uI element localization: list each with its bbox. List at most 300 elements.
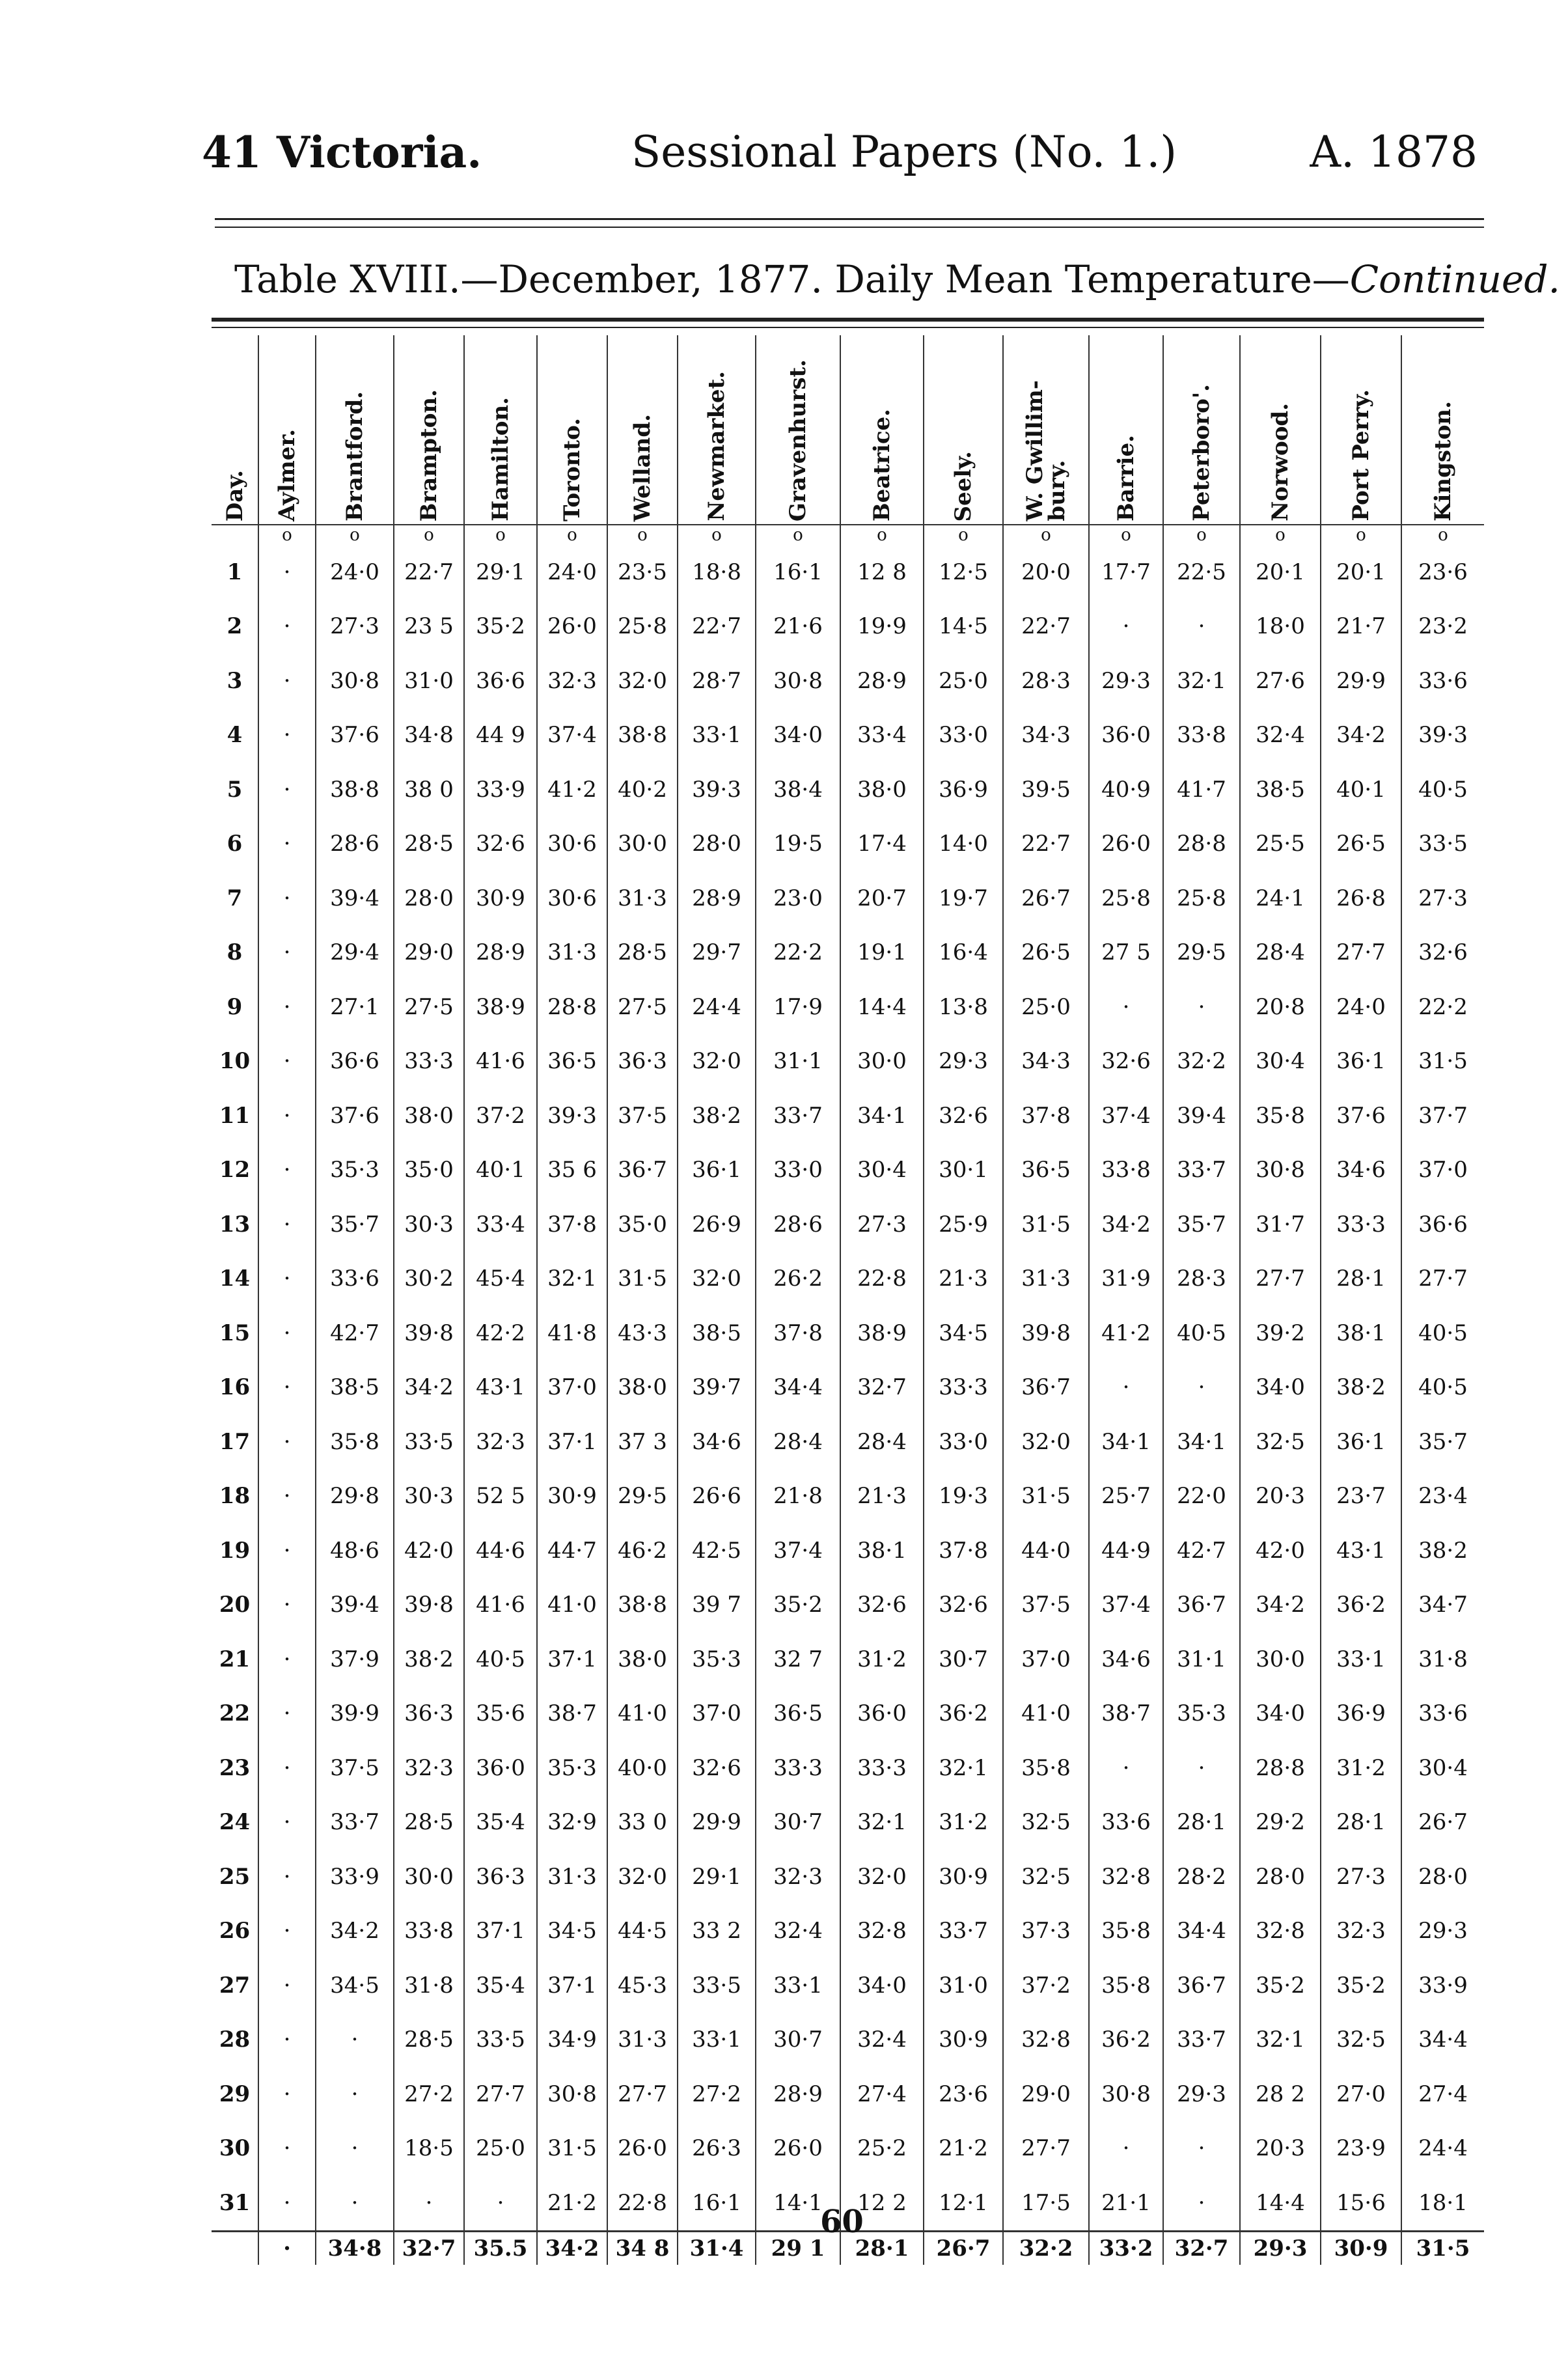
temperature-cell: 29·1: [678, 1849, 756, 1904]
unit-cell: o: [258, 525, 316, 545]
temperature-cell: 34·0: [1240, 1687, 1321, 1741]
temperature-cell: 38·1: [1321, 1306, 1401, 1361]
column-header-label: Seely.: [950, 450, 976, 521]
temperature-cell: 33·5: [394, 1415, 464, 1469]
table-row: [212, 817, 1484, 872]
temperature-cell: 42·0: [394, 1523, 464, 1578]
table-row: [212, 1741, 1484, 1795]
temperature-cell: 34·0: [756, 708, 840, 763]
day-cell: 17: [219, 1428, 251, 1455]
temperature-cell: 31·8: [1401, 1632, 1484, 1687]
temperature-cell: 38·2: [1321, 1361, 1401, 1415]
temperature-cell: 32·0: [840, 1849, 924, 1904]
mean-cell: 31·4: [678, 2231, 756, 2265]
temperature-cell: ·: [258, 2013, 316, 2068]
temperature-cell: 45·4: [464, 1252, 537, 1307]
temperature-cell: 28·7: [678, 654, 756, 708]
temperature-cell: 37·3: [1003, 1904, 1089, 1959]
temperature-cell: 31·5: [537, 2122, 607, 2176]
temperature-cell: 34·0: [1240, 1361, 1321, 1415]
temperature-cell: ·: [258, 762, 316, 817]
temperature-cell: 26·0: [756, 2122, 840, 2176]
temperature-cell: 28·0: [678, 817, 756, 872]
temperature-cell: 22·8: [840, 1252, 924, 1307]
temperature-cell: 33·3: [1321, 1197, 1401, 1252]
temperature-cell: 22·0: [1163, 1469, 1240, 1524]
day-cell: 25: [219, 1863, 251, 1890]
temperature-cell: 37·8: [756, 1306, 840, 1361]
table-row: [212, 708, 1484, 763]
temperature-cell: 28·9: [464, 926, 537, 980]
temperature-cell: 18·1: [1401, 2176, 1484, 2231]
temperature-cell: 27·3: [840, 1197, 924, 1252]
temperature-cell: 29·9: [1321, 654, 1401, 708]
header-left: 41 Victoria.: [202, 127, 482, 178]
temperature-cell: 32·6: [924, 1088, 1003, 1143]
temperature-cell: 33·5: [1401, 817, 1484, 872]
temperature-cell: 43·3: [607, 1306, 678, 1361]
temperature-cell: 37·1: [537, 1415, 607, 1469]
temperature-cell: 31·5: [1003, 1197, 1089, 1252]
column-header: [1163, 335, 1240, 525]
temperature-cell: 31·7: [1240, 1197, 1321, 1252]
temperature-cell: 22·7: [1003, 600, 1089, 654]
temperature-cell: 32·7: [840, 1361, 924, 1415]
temperature-cell: 42·5: [678, 1523, 756, 1578]
temperature-cell: ·: [258, 708, 316, 763]
temperature-cell: 36·2: [1089, 2013, 1163, 2068]
temperature-cell: 33·8: [1163, 708, 1240, 763]
column-header-label: Kingston.: [1430, 400, 1456, 521]
temperature-cell: 32·8: [840, 1904, 924, 1959]
table-title: [234, 257, 1560, 301]
temperature-cell: 33·8: [394, 1904, 464, 1959]
day-cell: 14: [219, 1266, 251, 1292]
temperature-cell: 26·7: [1003, 871, 1089, 926]
mean-cell: 34·2: [537, 2231, 607, 2265]
temperature-cell: 22·7: [394, 545, 464, 600]
temperature-cell: 24·0: [1321, 980, 1401, 1034]
temperature-cell: ·: [316, 2176, 394, 2231]
temperature-cell: 33·0: [924, 1415, 1003, 1469]
mean-cell: 28·1: [840, 2231, 924, 2265]
temperature-cell: 38·0: [607, 1361, 678, 1415]
column-header: [756, 335, 840, 525]
temperature-cell: ·: [258, 1415, 316, 1469]
temperature-cell: 32·3: [537, 654, 607, 708]
temperature-cell: 28·0: [394, 871, 464, 926]
temperature-cell: 30·4: [1401, 1741, 1484, 1795]
temperature-cell: 41·0: [607, 1687, 678, 1741]
column-header-label: Barrie.: [1113, 435, 1139, 521]
temperature-table: [212, 335, 1484, 2265]
temperature-cell: 28·1: [1321, 1795, 1401, 1850]
temperature-cell: 36·3: [394, 1687, 464, 1741]
unit-cell: o: [678, 525, 756, 545]
unit-cell: o: [1401, 525, 1484, 545]
temperature-cell: 32·1: [1163, 654, 1240, 708]
temperature-cell: 33·8: [1089, 1143, 1163, 1198]
temperature-cell: ·: [1089, 2122, 1163, 2176]
unit-cell: o: [1003, 525, 1089, 545]
column-header: [1240, 335, 1321, 525]
temperature-cell: 33·9: [464, 762, 537, 817]
temperature-cell: 25·8: [607, 600, 678, 654]
table-title-main: Table XVIII.—December, 1877. Daily Mean Temperature—: [234, 257, 1350, 301]
unit-cell: o: [1163, 525, 1240, 545]
temperature-cell: 32·5: [1240, 1415, 1321, 1469]
temperature-cell: ·: [258, 1741, 316, 1795]
temperature-cell: 41·7: [1163, 762, 1240, 817]
temperature-cell: 30·6: [537, 871, 607, 926]
column-header: [1401, 335, 1484, 525]
temperature-cell: 24·4: [678, 980, 756, 1034]
temperature-cell: 40·2: [607, 762, 678, 817]
table-row: [212, 1849, 1484, 1904]
temperature-cell: ·: [464, 2176, 537, 2231]
mean-cell: 33·2: [1089, 2231, 1163, 2265]
temperature-cell: 42·2: [464, 1306, 537, 1361]
temperature-cell: ·: [258, 1143, 316, 1198]
temperature-cell: 25·9: [924, 1197, 1003, 1252]
temperature-cell: ·: [258, 1687, 316, 1741]
temperature-cell: 37·4: [537, 708, 607, 763]
temperature-cell: 38·0: [840, 762, 924, 817]
header-right: A. 1878: [1310, 127, 1478, 177]
temperature-cell: 31·9: [1089, 1252, 1163, 1307]
temperature-cell: ·: [258, 545, 316, 600]
temperature-cell: 37·4: [756, 1523, 840, 1578]
temperature-cell: 30·8: [316, 654, 394, 708]
temperature-cell: 32·0: [678, 1252, 756, 1307]
temperature-cell: 27·2: [394, 2067, 464, 2122]
temperature-cell: 26·5: [1321, 817, 1401, 872]
temperature-cell: 37 3: [607, 1415, 678, 1469]
temperature-cell: 26·6: [678, 1469, 756, 1524]
table-row: [212, 1306, 1484, 1361]
temperature-cell: 17·9: [756, 980, 840, 1034]
temperature-cell: 23·2: [1401, 600, 1484, 654]
temperature-cell: 14·4: [840, 980, 924, 1034]
temperature-cell: 24·0: [537, 545, 607, 600]
temperature-cell: 33·3: [924, 1361, 1003, 1415]
temperature-cell: 41·6: [464, 1034, 537, 1089]
temperature-cell: 27·7: [607, 2067, 678, 2122]
temperature-cell: 32·0: [607, 654, 678, 708]
temperature-cell: 22·2: [756, 926, 840, 980]
temperature-cell: 28·0: [1401, 1849, 1484, 1904]
temperature-cell: 27·7: [1321, 926, 1401, 980]
temperature-cell: 28·4: [1240, 926, 1321, 980]
mean-cell: ·: [258, 2231, 316, 2265]
temperature-cell: 30·0: [1240, 1632, 1321, 1687]
mean-cell: 32·2: [1003, 2231, 1089, 2265]
temperature-cell: 27 5: [1089, 926, 1163, 980]
temperature-cell: 19·3: [924, 1469, 1003, 1524]
day-cell: 26: [219, 1918, 251, 1945]
table-row: [212, 926, 1484, 980]
unit-cell: o: [1240, 525, 1321, 545]
temperature-cell: 29·3: [1089, 654, 1163, 708]
temperature-cell: 39·5: [1003, 762, 1089, 817]
temperature-cell: 26·3: [678, 2122, 756, 2176]
temperature-cell: 33·1: [756, 1958, 840, 2013]
temperature-cell: 34·6: [678, 1415, 756, 1469]
temperature-cell: 39·4: [316, 871, 394, 926]
temperature-cell: ·: [258, 1306, 316, 1361]
temperature-cell: 38·2: [394, 1632, 464, 1687]
table-row: [212, 1197, 1484, 1252]
temperature-cell: 23·0: [756, 871, 840, 926]
temperature-cell: 35·4: [464, 1958, 537, 2013]
temperature-cell: 32·8: [1089, 1849, 1163, 1904]
temperature-cell: 35·2: [756, 1578, 840, 1633]
temperature-cell: 15·6: [1321, 2176, 1401, 2231]
temperature-cell: 30·9: [464, 871, 537, 926]
column-header: [464, 335, 537, 525]
table-row: [212, 1034, 1484, 1089]
temperature-cell: 28·3: [1163, 1252, 1240, 1307]
temperature-cell: 33·1: [1321, 1632, 1401, 1687]
temperature-cell: ·: [258, 1795, 316, 1850]
temperature-cell: 21·3: [924, 1252, 1003, 1307]
column-header-row: [212, 335, 1484, 525]
temperature-cell: 33·7: [756, 1088, 840, 1143]
table-row: [212, 871, 1484, 926]
temperature-cell: 26·0: [607, 2122, 678, 2176]
temperature-cell: ·: [258, 1632, 316, 1687]
temperature-cell: 20·1: [1321, 545, 1401, 600]
temperature-cell: 39 7: [678, 1578, 756, 1633]
temperature-cell: 39·3: [678, 762, 756, 817]
temperature-cell: 40·1: [464, 1143, 537, 1198]
temperature-cell: 39·3: [537, 1088, 607, 1143]
temperature-cell: 35·8: [316, 1415, 394, 1469]
temperature-cell: ·: [258, 1469, 316, 1524]
temperature-cell: 33·3: [840, 1741, 924, 1795]
temperature-cell: 29·3: [1401, 1904, 1484, 1959]
temperature-cell: 36·6: [1401, 1197, 1484, 1252]
temperature-cell: 23·5: [607, 545, 678, 600]
temperature-cell: 35·3: [537, 1741, 607, 1795]
temperature-cell: 42·7: [1163, 1523, 1240, 1578]
temperature-cell: ·: [258, 1252, 316, 1307]
temperature-cell: 35·4: [464, 1795, 537, 1850]
temperature-cell: ·: [1089, 980, 1163, 1034]
temperature-cell: 40·5: [464, 1632, 537, 1687]
table-row: [212, 1415, 1484, 1469]
unit-cell: o: [1089, 525, 1163, 545]
table-row: [212, 1252, 1484, 1307]
temperature-cell: 26·5: [1003, 926, 1089, 980]
temperature-cell: 17·5: [1003, 2176, 1089, 2231]
day-cell: 13: [219, 1211, 251, 1238]
temperature-cell: 31·3: [537, 926, 607, 980]
temperature-cell: 32·6: [1089, 1034, 1163, 1089]
temperature-cell: 39·9: [316, 1687, 394, 1741]
temperature-cell: 43·1: [464, 1361, 537, 1415]
temperature-cell: 44 9: [464, 708, 537, 763]
unit-cell: o: [464, 525, 537, 545]
header-rule-bottom: [215, 227, 1484, 228]
temperature-cell: ·: [258, 2122, 316, 2176]
table-row: [212, 980, 1484, 1034]
column-header-label: Day.: [221, 469, 248, 521]
temperature-cell: 38·8: [607, 708, 678, 763]
temperature-cell: 36·0: [1089, 708, 1163, 763]
day-cell: 9: [227, 993, 243, 1020]
temperature-cell: ·: [1089, 600, 1163, 654]
day-cell: 15: [219, 1320, 251, 1346]
temperature-cell: 33·6: [316, 1252, 394, 1307]
temperature-cell: 32·1: [840, 1795, 924, 1850]
temperature-cell: 36·0: [840, 1687, 924, 1741]
temperature-cell: 28·1: [1321, 1252, 1401, 1307]
day-cell: 12: [219, 1157, 251, 1184]
temperature-cell: 35·2: [1240, 1958, 1321, 2013]
table-row: [212, 1469, 1484, 1524]
day-cell: 21: [219, 1646, 251, 1672]
temperature-cell: 34·0: [840, 1958, 924, 2013]
temperature-cell: 35·3: [678, 1632, 756, 1687]
temperature-cell: ·: [258, 1088, 316, 1143]
temperature-cell: 20·3: [1240, 2122, 1321, 2176]
column-header-label: Norwood.: [1267, 403, 1293, 521]
temperature-cell: 29·5: [607, 1469, 678, 1524]
column-header-label: Peterboro'.: [1189, 384, 1215, 521]
temperature-cell: 24·1: [1240, 871, 1321, 926]
day-cell: 1: [227, 559, 243, 585]
temperature-cell: 31·2: [1321, 1741, 1401, 1795]
temperature-cell: 33·0: [924, 708, 1003, 763]
temperature-cell: 27·3: [1401, 871, 1484, 926]
temperature-cell: 14·1: [756, 2176, 840, 2231]
temperature-cell: 39·4: [1163, 1088, 1240, 1143]
temperature-cell: 36·5: [1003, 1143, 1089, 1198]
temperature-cell: 37·4: [1089, 1578, 1163, 1633]
temperature-cell: 40·1: [1321, 762, 1401, 817]
temperature-cell: 27·0: [1321, 2067, 1401, 2122]
temperature-cell: 26·2: [756, 1252, 840, 1307]
temperature-cell: 41·0: [537, 1578, 607, 1633]
mean-cell: 31·5: [1401, 2231, 1484, 2265]
temperature-cell: 30·0: [607, 817, 678, 872]
temperature-cell: 20·1: [1240, 545, 1321, 600]
temperature-cell: 36·7: [607, 1143, 678, 1198]
column-header: [212, 335, 258, 525]
temperature-cell: ·: [1163, 600, 1240, 654]
mean-cell: 26·7: [924, 2231, 1003, 2265]
temperature-cell: ·: [258, 1904, 316, 1959]
temperature-cell: 18·0: [1240, 600, 1321, 654]
temperature-cell: 14·5: [924, 600, 1003, 654]
temperature-cell: 32·5: [1321, 2013, 1401, 2068]
temperature-cell: 32·6: [678, 1741, 756, 1795]
temperature-cell: 40·5: [1401, 1361, 1484, 1415]
temperature-cell: 30·8: [756, 654, 840, 708]
temperature-cell: 32·3: [464, 1415, 537, 1469]
temperature-cell: 40·5: [1163, 1306, 1240, 1361]
temperature-cell: ·: [258, 1361, 316, 1415]
temperature-cell: 38·0: [394, 1088, 464, 1143]
temperature-cell: ·: [258, 817, 316, 872]
temperature-cell: 36·7: [1163, 1578, 1240, 1633]
temperature-cell: 28·4: [756, 1415, 840, 1469]
temperature-cell: 36·7: [1003, 1361, 1089, 1415]
temperature-cell: 29·0: [1003, 2067, 1089, 2122]
temperature-cell: 31·3: [537, 1849, 607, 1904]
mean-cell: 34 8: [607, 2231, 678, 2265]
temperature-cell: 31·2: [924, 1795, 1003, 1850]
temperature-cell: 30·3: [394, 1469, 464, 1524]
temperature-cell: 37·0: [1003, 1632, 1089, 1687]
mean-cell: 29·3: [1240, 2231, 1321, 2265]
temperature-cell: 28·8: [1240, 1741, 1321, 1795]
temperature-cell: 34·6: [1089, 1632, 1163, 1687]
temperature-cell: 34·8: [394, 708, 464, 763]
temperature-cell: 33·6: [1401, 1687, 1484, 1741]
column-header: [924, 335, 1003, 525]
mean-cell: 32·7: [1163, 2231, 1240, 2265]
unit-cell: o: [537, 525, 607, 545]
column-header: [537, 335, 607, 525]
column-header: [678, 335, 756, 525]
temperature-cell: ·: [1163, 980, 1240, 1034]
temperature-cell: 33·7: [1163, 1143, 1240, 1198]
temperature-cell: ·: [1163, 2176, 1240, 2231]
temperature-cell: 34·5: [537, 1904, 607, 1959]
temperature-cell: 31·1: [1163, 1632, 1240, 1687]
column-header-label: Newmarket.: [704, 371, 730, 521]
temperature-cell: 22·8: [607, 2176, 678, 2231]
temperature-cell: 34·2: [1321, 708, 1401, 763]
column-header: [840, 335, 924, 525]
temperature-cell: 22·2: [1401, 980, 1484, 1034]
temperature-cell: 26·9: [678, 1197, 756, 1252]
temperature-cell: 36·1: [1321, 1034, 1401, 1089]
temperature-cell: 22·7: [1003, 817, 1089, 872]
temperature-cell: 34·6: [1321, 1143, 1401, 1198]
temperature-cell: 32·5: [1003, 1849, 1089, 1904]
temperature-cell: 34·3: [1003, 1034, 1089, 1089]
temperature-cell: 28·9: [756, 2067, 840, 2122]
temperature-cell: 35·8: [1240, 1088, 1321, 1143]
temperature-cell: 33·4: [840, 708, 924, 763]
temperature-cell: 30·6: [537, 817, 607, 872]
temperature-cell: 23·7: [1321, 1469, 1401, 1524]
temperature-cell: 30·0: [394, 1849, 464, 1904]
unit-cell: o: [924, 525, 1003, 545]
temperature-cell: 34·4: [1163, 1904, 1240, 1959]
temperature-cell: 38·7: [1089, 1687, 1163, 1741]
temperature-cell: 33·4: [464, 1197, 537, 1252]
title-rule-thick: [212, 318, 1484, 322]
header-center: Sessional Papers (No. 1.): [631, 127, 1177, 177]
column-header-label: Hamilton.: [488, 397, 514, 521]
header-rule-top: [215, 218, 1484, 220]
temperature-cell: 33·6: [1401, 654, 1484, 708]
temperature-cell: 28·5: [394, 1795, 464, 1850]
temperature-cell: 44·7: [537, 1523, 607, 1578]
temperature-cell: 21·2: [537, 2176, 607, 2231]
temperature-cell: 26·0: [1089, 817, 1163, 872]
day-cell: 31: [219, 2189, 251, 2216]
temperature-cell: 38·8: [316, 762, 394, 817]
temperature-cell: 41·2: [1089, 1306, 1163, 1361]
temperature-cell: 31·1: [756, 1034, 840, 1089]
temperature-cell: 27·4: [1401, 2067, 1484, 2122]
temperature-cell: 32·3: [756, 1849, 840, 1904]
